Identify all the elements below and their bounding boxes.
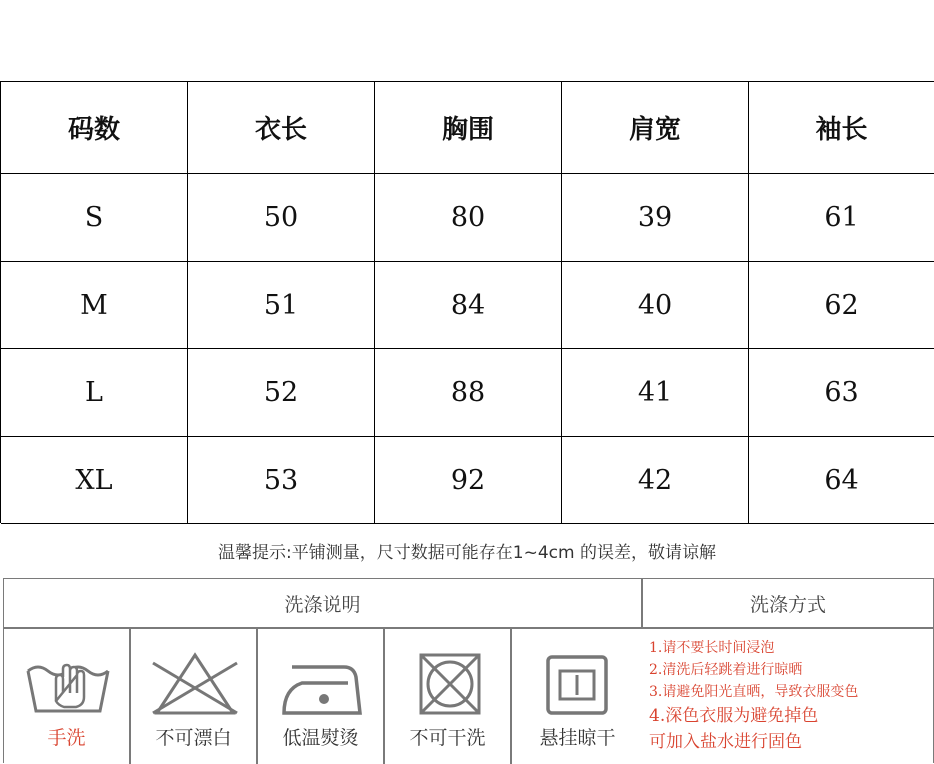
care-item: 1.请不要长时间浸泡	[649, 640, 775, 656]
table-cell: 88	[375, 349, 562, 437]
header-length: 衣长	[188, 82, 375, 174]
table-cell: XL	[1, 437, 188, 524]
care-item: 4.深色衣服为避免掉色	[649, 706, 819, 726]
no-bleach-icon	[145, 649, 245, 721]
care-item: 2.清洗后轻跳着进行晾晒	[649, 662, 803, 678]
table-cell: 63	[749, 349, 934, 437]
care-instructions	[649, 637, 933, 755]
icon-label: 低温熨烫	[282, 727, 359, 749]
no-dry-clean-icon	[399, 649, 499, 721]
wash-icon-cell	[512, 629, 643, 764]
table-cell: 40	[562, 262, 749, 349]
wash-icon-cell	[385, 629, 512, 764]
hang-dry-icon	[526, 649, 626, 721]
table-cell: 52	[188, 349, 375, 437]
wash-title-right: 洗涤方式	[643, 579, 933, 629]
hand-wash-icon	[18, 649, 118, 721]
size-table	[0, 81, 934, 523]
table-cell: S	[1, 174, 188, 262]
icon-label: 手洗	[47, 727, 86, 749]
icon-label: 不可干洗	[409, 727, 486, 749]
wash-icon-cell	[131, 629, 258, 764]
header-chest: 胸围	[375, 82, 562, 174]
table-cell: 50	[188, 174, 375, 262]
table-cell: 84	[375, 262, 562, 349]
care-item: 可加入盐水进行固色	[649, 732, 802, 752]
table-cell: M	[1, 262, 188, 349]
low-iron-icon	[272, 649, 372, 721]
table-cell: 42	[562, 437, 749, 524]
header-shoulder: 肩宽	[562, 82, 749, 174]
table-cell: L	[1, 349, 188, 437]
watermark	[400, 12, 560, 30]
header-sleeve: 袖长	[749, 82, 934, 174]
table-cell: 64	[749, 437, 934, 524]
table-cell: 51	[188, 262, 375, 349]
icon-label: 悬挂晾干	[539, 727, 616, 749]
wash-icon-cell	[258, 629, 385, 764]
icon-label: 不可漂白	[155, 727, 232, 749]
table-cell: 62	[749, 262, 934, 349]
wash-title-left: 洗涤说明	[4, 579, 643, 629]
measurement-tip: 温馨提示:平铺测量，尺寸数据可能存在1~4cm 的误差，敬请谅解	[218, 543, 716, 563]
table-cell: 41	[562, 349, 749, 437]
wash-icon-cell	[4, 629, 131, 764]
care-item: 3.请避免阳光直晒，导致衣服变色	[649, 684, 859, 700]
table-cell: 92	[375, 437, 562, 524]
table-cell: 39	[562, 174, 749, 262]
table-cell: 61	[749, 174, 934, 262]
header-size: 码数	[1, 82, 188, 174]
table-cell: 80	[375, 174, 562, 262]
wash-section	[3, 578, 934, 763]
table-cell: 53	[188, 437, 375, 524]
